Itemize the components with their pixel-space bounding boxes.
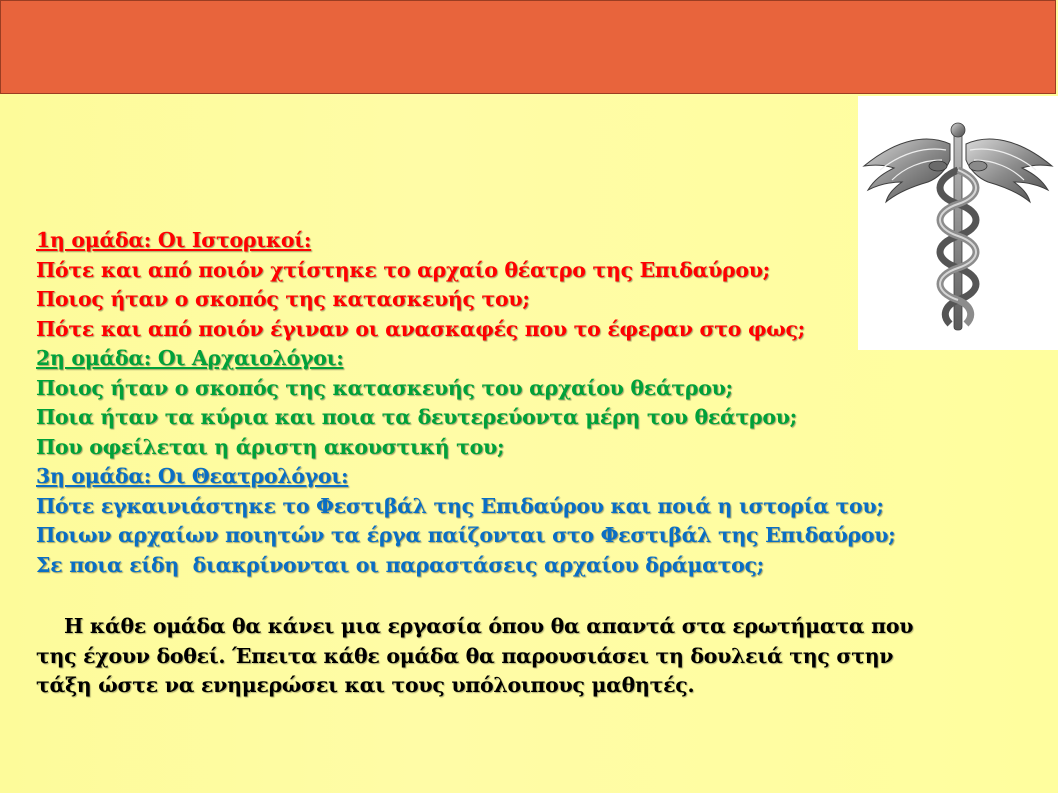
- header-bar: [0, 0, 1056, 94]
- group-3-question: Ποιων αρχαίων ποιητών τα έργα παίζονται στο Φεστιβάλ της Επιδαύρου;: [36, 523, 896, 547]
- group-3-question: Σε ποια είδη διακρίνονται οι παραστάσεις αρχαίου δράματος;: [36, 552, 764, 577]
- group-questions: [36, 226, 996, 580]
- group-1-heading: 1η ομάδα: Οι Ιστορικοί:: [36, 228, 312, 252]
- group-2-question: Που οφείλεται η άριστη ακουστική του;: [36, 434, 505, 459]
- group-3-heading: 3η ομάδα: Οι Θεατρολόγοι:: [36, 464, 349, 488]
- group-3-question: Πότε εγκαινιάστηκε το Φεστιβάλ της Επιδαύρου και ποιά η ιστορία του;: [36, 493, 884, 518]
- summary-line: τάξη ώστε να ενημερώσει και τους υπόλοιπους μαθητές.: [36, 673, 695, 697]
- group-1-question: Πότε και από ποιόν έγιναν οι ανασκαφές που το έφεραν στο φως;: [36, 316, 805, 341]
- group-2-heading: 2η ομάδα: Οι Αρχαιολόγοι:: [36, 346, 344, 370]
- summary-paragraph: [36, 612, 996, 701]
- group-1-question: Πότε και από ποιόν χτίστηκε το αρχαίο θέατρο της Επιδαύρου;: [36, 257, 770, 282]
- summary-line: Η κάθε ομάδα θα κάνει μια εργασία όπου θα απαντά στα ερωτήματα που: [64, 614, 914, 638]
- group-2-question: Ποιος ήταν ο σκοπός της κατασκευής του αρχαίου θεάτρου;: [36, 375, 733, 400]
- group-1-question: Ποιος ήταν ο σκοπός της κατασκευής του;: [36, 287, 530, 311]
- group-2-question: Ποια ήταν τα κύρια και ποια τα δευτερεύοντα μέρη του θεάτρου;: [36, 405, 797, 429]
- summary-line: της έχουν δοθεί. Έπειτα κάθε ομάδα θα παρουσιάσει τη δουλειά της στην: [36, 643, 894, 668]
